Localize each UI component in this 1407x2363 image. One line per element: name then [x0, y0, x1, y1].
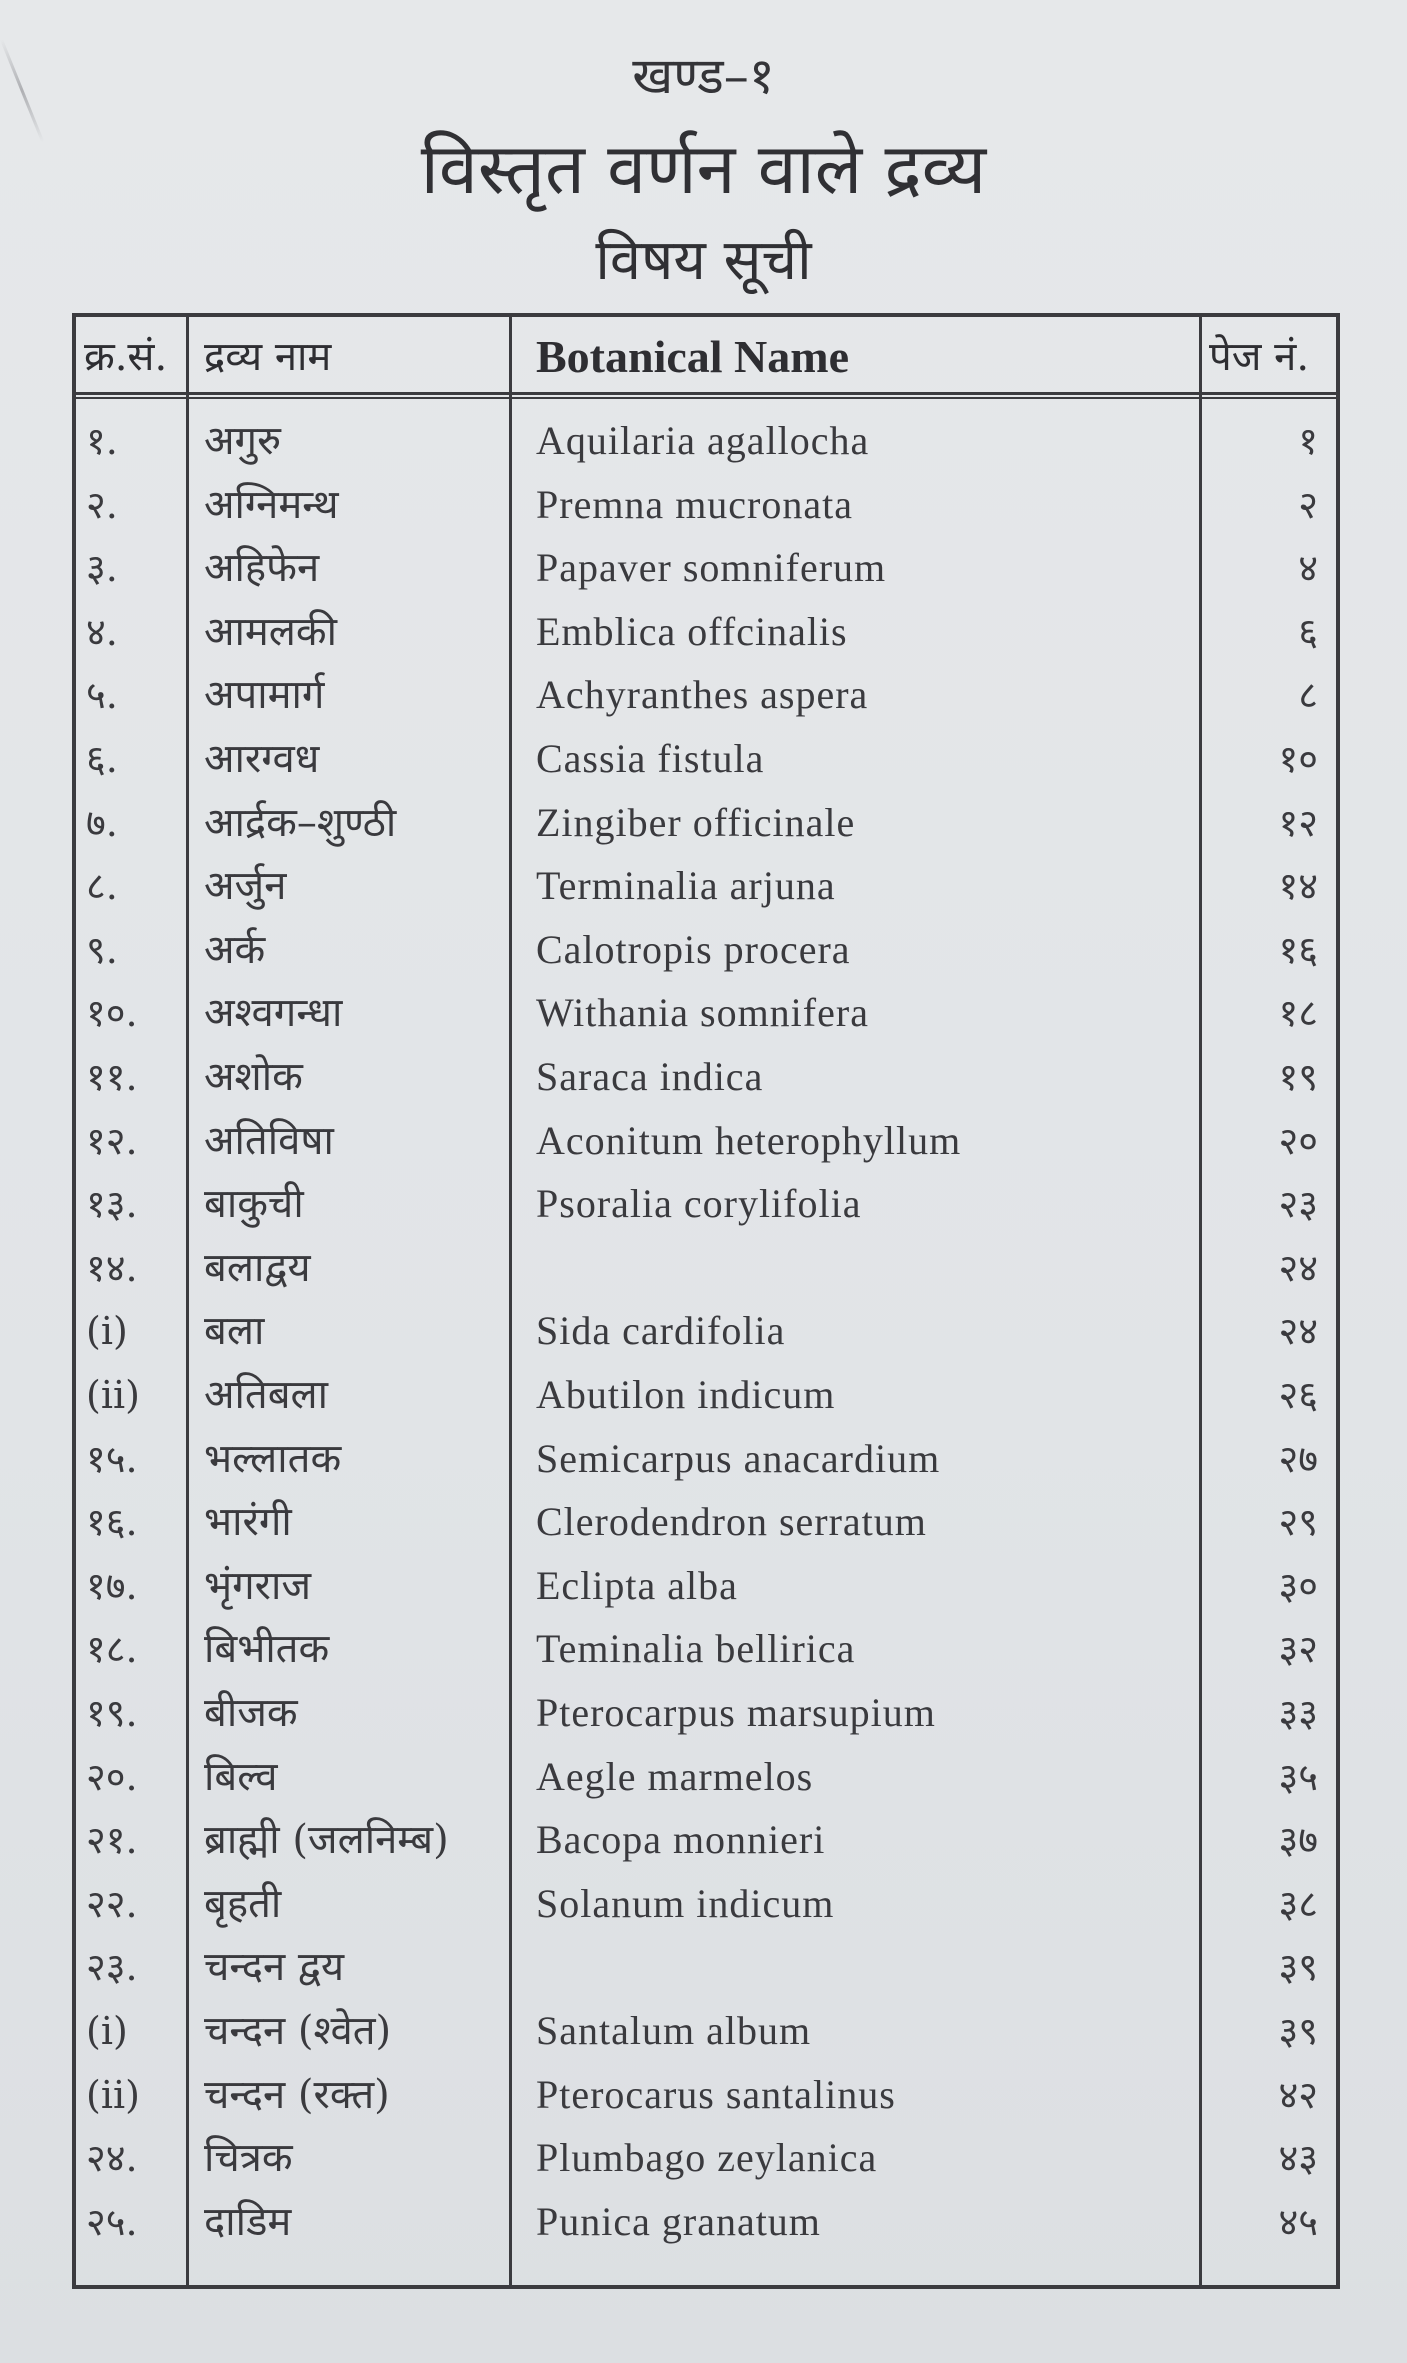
row-drug-name: आरग्वध: [204, 736, 320, 782]
row-drug-name: अतिबला: [204, 1372, 329, 1418]
row-serial: ५.: [86, 673, 118, 718]
table-row: [76, 1109, 1336, 1173]
row-page-number: १९: [1278, 1055, 1318, 1099]
table-row: [76, 536, 1336, 600]
row-drug-name: बला: [204, 1308, 265, 1355]
row-botanical-name: Saraca indica: [536, 1054, 764, 1099]
row-page-number: १२: [1278, 800, 1318, 845]
row-serial: १८.: [86, 1627, 138, 1672]
row-serial: २२.: [86, 1881, 138, 1926]
row-drug-name: अपामार्ग: [204, 672, 325, 719]
table-row: [76, 1172, 1336, 1236]
row-serial: १०.: [86, 991, 138, 1036]
row-drug-name: चन्दन (रक्त): [204, 2071, 390, 2118]
header-page-number: पेज नं.: [1209, 334, 1310, 380]
row-page-number: ८: [1298, 673, 1318, 718]
row-botanical-name: Eclipta alba: [536, 1562, 738, 1608]
row-drug-name: अशोक: [204, 1054, 303, 1100]
row-page-number: १: [1298, 419, 1318, 463]
row-botanical-name: Calotropis procera: [536, 926, 851, 972]
table-row: [76, 1808, 1336, 1872]
table-row: [76, 981, 1336, 1045]
row-page-number: ३५: [1278, 1754, 1318, 1799]
row-page-number: ६: [1298, 609, 1318, 654]
row-serial: (i): [86, 2009, 128, 2053]
table-row: [76, 854, 1336, 918]
table-row: [76, 1236, 1336, 1300]
row-page-number: ३९: [1278, 2009, 1318, 2053]
row-botanical-name: Clerodendron serratum: [536, 1499, 927, 1545]
row-drug-name: बिल्व: [204, 1753, 278, 1800]
row-page-number: १८: [1278, 991, 1318, 1036]
row-serial: १६.: [86, 1500, 138, 1545]
row-page-number: २०: [1278, 1118, 1318, 1163]
row-serial: ९.: [86, 927, 118, 972]
table-row: [76, 1299, 1336, 1363]
row-botanical-name: Semicarpus anacardium: [536, 1435, 941, 1481]
row-page-number: २९: [1278, 1500, 1318, 1545]
row-drug-name: अतिविषा: [204, 1117, 334, 1164]
row-serial: १३.: [86, 1182, 138, 1227]
table-row: [76, 918, 1336, 982]
row-drug-name: चन्दन (श्वेत): [204, 2008, 392, 2054]
row-botanical-name: Aegle marmelos: [536, 1753, 814, 1799]
row-page-number: १४: [1278, 864, 1318, 909]
row-drug-name: भल्लातक: [204, 1435, 342, 1482]
row-serial: ८.: [86, 864, 118, 909]
row-serial: १५.: [86, 1436, 138, 1481]
row-botanical-name: Premna mucronata: [536, 481, 853, 527]
row-drug-name: अग्निमन्थ: [204, 481, 339, 528]
table-row: [76, 473, 1336, 537]
row-page-number: ४३: [1278, 2136, 1318, 2181]
row-botanical-name: Solanum indicum: [536, 1880, 835, 1926]
row-serial: १७.: [86, 1563, 138, 1608]
section-label: खण्ड–१: [632, 47, 775, 105]
row-botanical-name: Santalum album: [536, 2008, 812, 2053]
row-page-number: २६: [1278, 1373, 1318, 1417]
row-botanical-name: Psoralia corylifolia: [536, 1181, 862, 1227]
row-serial: ४.: [86, 609, 118, 654]
row-page-number: ४५: [1278, 2199, 1318, 2244]
table-row: [76, 2063, 1336, 2127]
row-botanical-name: Pterocarus santalinus: [536, 2071, 896, 2117]
row-page-number: ४२: [1278, 2072, 1318, 2117]
row-drug-name: अर्जुन: [204, 863, 287, 910]
row-page-number: ४: [1298, 546, 1318, 591]
row-drug-name: बिभीतक: [204, 1626, 330, 1673]
row-drug-name: बृहती: [204, 1880, 282, 1927]
row-botanical-name: Aconitum heterophyllum: [536, 1117, 962, 1163]
table-row: [76, 409, 1336, 473]
row-botanical-name: Punica granatum: [536, 2198, 821, 2244]
row-serial: १२.: [86, 1118, 138, 1163]
row-page-number: ३७: [1278, 1818, 1318, 1863]
row-drug-name: बाकुची: [204, 1181, 304, 1228]
row-botanical-name: Zingiber officinale: [536, 799, 856, 845]
row-page-number: ३३: [1278, 1691, 1318, 1735]
row-botanical-name: Plumbago zeylanica: [536, 2135, 878, 2181]
row-botanical-name: Abutilon indicum: [536, 1372, 836, 1417]
table-row: [76, 1872, 1336, 1936]
row-serial: २४.: [86, 2136, 138, 2181]
row-drug-name: बलाद्वय: [204, 1244, 311, 1291]
table-row: [76, 1745, 1336, 1809]
page-subtitle: विषय सूची: [595, 228, 812, 293]
row-page-number: २: [1298, 482, 1318, 527]
row-drug-name: भारंगी: [204, 1499, 292, 1546]
row-botanical-name: Cassia fistula: [536, 736, 765, 781]
row-drug-name: चन्दन द्वय: [204, 1944, 345, 1991]
row-drug-name: अगुरु: [204, 418, 281, 464]
row-page-number: २३: [1278, 1182, 1318, 1227]
row-page-number: २४: [1278, 1245, 1318, 1290]
row-serial: ११.: [86, 1055, 138, 1099]
table-row: [76, 1363, 1336, 1427]
contents-table: [72, 313, 1340, 2289]
row-serial: ३.: [86, 546, 118, 591]
row-page-number: ३०: [1278, 1563, 1318, 1608]
row-botanical-name: Withania somnifera: [536, 990, 869, 1036]
row-botanical-name: Bacopa monnieri: [536, 1817, 826, 1863]
table-row: [76, 600, 1336, 664]
row-serial: (i): [86, 1309, 128, 1354]
row-serial: २.: [86, 482, 118, 527]
row-drug-name: अहिफेन: [204, 545, 320, 592]
row-botanical-name: Achyranthes aspera: [536, 672, 869, 718]
row-page-number: २७: [1278, 1436, 1318, 1481]
row-page-number: १६: [1278, 927, 1318, 972]
row-serial: २५.: [86, 2199, 138, 2244]
header-rule: [76, 392, 1336, 395]
table-row: [76, 1935, 1336, 1999]
row-page-number: २४: [1278, 1309, 1318, 1354]
row-page-number: ३२: [1278, 1627, 1318, 1672]
table-row: [76, 1554, 1336, 1618]
row-botanical-name: Emblica offcinalis: [536, 608, 848, 654]
table-row: [76, 727, 1336, 791]
row-botanical-name: Terminalia arjuna: [536, 863, 836, 909]
row-drug-name: बीजक: [204, 1690, 298, 1736]
row-drug-name: आर्द्रक–शुण्ठी: [204, 799, 397, 846]
table-row: [76, 1681, 1336, 1745]
row-serial: (ii): [86, 1373, 140, 1417]
table-row: [76, 2190, 1336, 2254]
row-serial: ७.: [86, 800, 118, 845]
row-drug-name: दाडिम: [204, 2198, 292, 2245]
row-drug-name: भृंगराज: [204, 1562, 312, 1609]
row-botanical-name: Teminalia bellirica: [536, 1626, 856, 1672]
row-drug-name: ब्राह्मी (जलनिम्ब): [204, 1817, 449, 1864]
table-row: [76, 1490, 1336, 1554]
row-page-number: १०: [1278, 737, 1318, 781]
row-drug-name: आमलकी: [204, 608, 337, 655]
table-row: [76, 663, 1336, 727]
row-botanical-name: Aquilaria agallocha: [536, 418, 870, 463]
row-botanical-name: Papaver somniferum: [536, 545, 887, 591]
row-botanical-name: [536, 1236, 1236, 1300]
row-serial: (ii): [86, 2072, 140, 2117]
row-page-number: ३८: [1278, 1881, 1318, 1926]
page-title: विस्तृत वर्णन वाले द्रव्य: [420, 128, 987, 210]
table-row: [76, 791, 1336, 855]
table-row: [76, 1427, 1336, 1491]
row-botanical-name: Sida cardifolia: [536, 1308, 786, 1354]
row-serial: २१.: [86, 1818, 138, 1863]
row-serial: २३.: [86, 1945, 138, 1990]
row-botanical-name: Pterocarpus marsupium: [536, 1690, 936, 1735]
row-serial: १४.: [86, 1245, 138, 1290]
header-botanical-name: Botanical Name: [536, 331, 850, 382]
row-page-number: ३९: [1278, 1945, 1318, 1990]
row-drug-name: अर्क: [204, 926, 266, 973]
header-drug-name: द्रव्य नाम: [204, 334, 332, 380]
row-botanical-name: [536, 1935, 1236, 1999]
row-drug-name: चित्रक: [204, 2135, 293, 2182]
table-row: [76, 1617, 1336, 1681]
table-row: [76, 2126, 1336, 2190]
row-serial: १९.: [86, 1691, 138, 1735]
row-serial: १.: [86, 419, 118, 463]
row-drug-name: अश्वगन्धा: [204, 990, 343, 1037]
header-rule: [76, 397, 1336, 399]
table-row: [76, 1999, 1336, 2063]
row-serial: २०.: [86, 1754, 138, 1799]
row-serial: ६.: [86, 737, 118, 781]
table-row: [76, 1045, 1336, 1109]
header-serial: क्र.सं.: [84, 334, 168, 380]
